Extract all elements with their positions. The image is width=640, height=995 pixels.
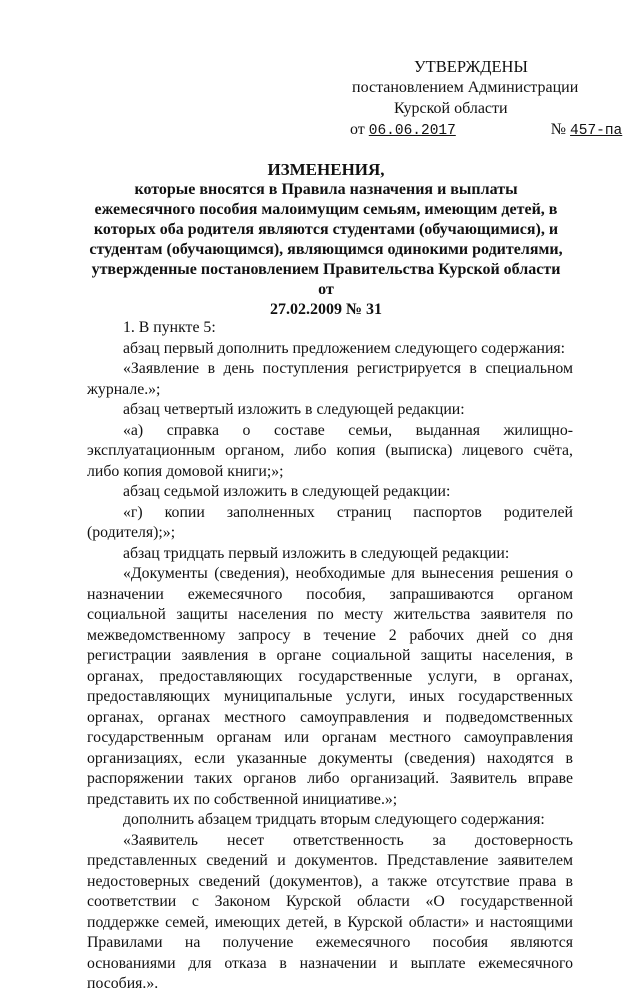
approved-label: УТВЕРЖДЕНЫ — [414, 57, 528, 76]
body-paragraph: абзац тридцать первый изложить в следующей редакции: — [123, 544, 510, 562]
number-prefix: № — [550, 121, 567, 138]
body-paragraph: абзац четвертый изложить в следующей редакции: — [123, 401, 465, 418]
body-paragraph: дополнить абзацем тридцать вторым следующего содержания: — [123, 811, 545, 828]
approval-number: 457-па — [570, 123, 623, 139]
document-title — [86, 160, 566, 320]
approval-date-number-line — [330, 119, 623, 142]
title-subtitle-line: утвержденные постановлением Правительства Курской области от — [91, 261, 561, 298]
body-paragraph: абзац первый дополнить предложением следующего содержания: — [123, 339, 566, 357]
body-paragraph: 1. В пункте 5: — [123, 319, 216, 336]
body-paragraph: абзац седьмой изложить в следующей редакции: — [123, 483, 451, 500]
approval-date: 06.06.2017 — [368, 123, 456, 139]
title-subtitle-line: которые вносятся в Правила назначения и выплаты — [134, 181, 518, 198]
title-subtitle-line: ежемесячного пособия малоимущим семьям, имеющим детей, в — [94, 201, 558, 218]
body-paragraph: «Заявитель несет ответственность за достоверность представленных сведений и документов. Представление заявителем недостоверных сведений (документов), а также отсутствие права в соответствии с Законом Курской области «О государственной поддержке семей, имеющих детей, в Курской области» и настоящими Правилами на получение ежемесячного пособия являются основаниями для отказа в назначении и выплате ежемесячного пособия.». — [87, 831, 573, 992]
body-paragraph: «а) справка о составе семьи, выданная жилищно-эксплуатационным органом, либо копия (выписка) лицевого счёта, либо копия домовой книги;»; — [87, 421, 573, 480]
body-paragraph: «Документы (сведения), необходимые для вынесения решения о назначении ежемесячного пособия, запрашиваются органом социальной защиты населения по месту жительства заявителя по межведомственному запросу в течение 2 рабочих дней со дня регистрации заявления в органе социальной защиты населения, в органах, предоставляющих государственные услуги, в органах, предоставляющих муниципальные услуги, иных государственных органах, органах местного самоуправления и подведомственных государственным органам или органам местного самоуправления организациях, если указанные документы (сведения) находятся в распоряжении таких органов либо организаций. Заявитель вправе представить их по собственной инициативе.»; — [87, 565, 573, 808]
title-subtitle-line: 27.02.2009 № 31 — [269, 301, 383, 318]
title-subtitle-line: которых оба родителя являются студентами (обучающимися), и — [93, 221, 559, 238]
body-paragraph: «г) копии заполненных страниц паспортов родителей (родителя);»; — [87, 503, 573, 541]
title-subtitle-line: студентам (обучающимся), являющимся одинокими родителями, — [89, 241, 563, 258]
title-heading: ИЗМЕНЕНИЯ, — [267, 160, 385, 179]
approval-authority-line: постановлением Администрации — [352, 79, 579, 96]
approval-region-line: Курской области — [394, 100, 508, 117]
approval-stamp — [330, 56, 623, 142]
body-paragraph: «Заявление в день поступления регистрируется в специальном журнале.»; — [87, 360, 573, 398]
document-body — [87, 318, 573, 995]
date-prefix: от — [350, 121, 365, 138]
